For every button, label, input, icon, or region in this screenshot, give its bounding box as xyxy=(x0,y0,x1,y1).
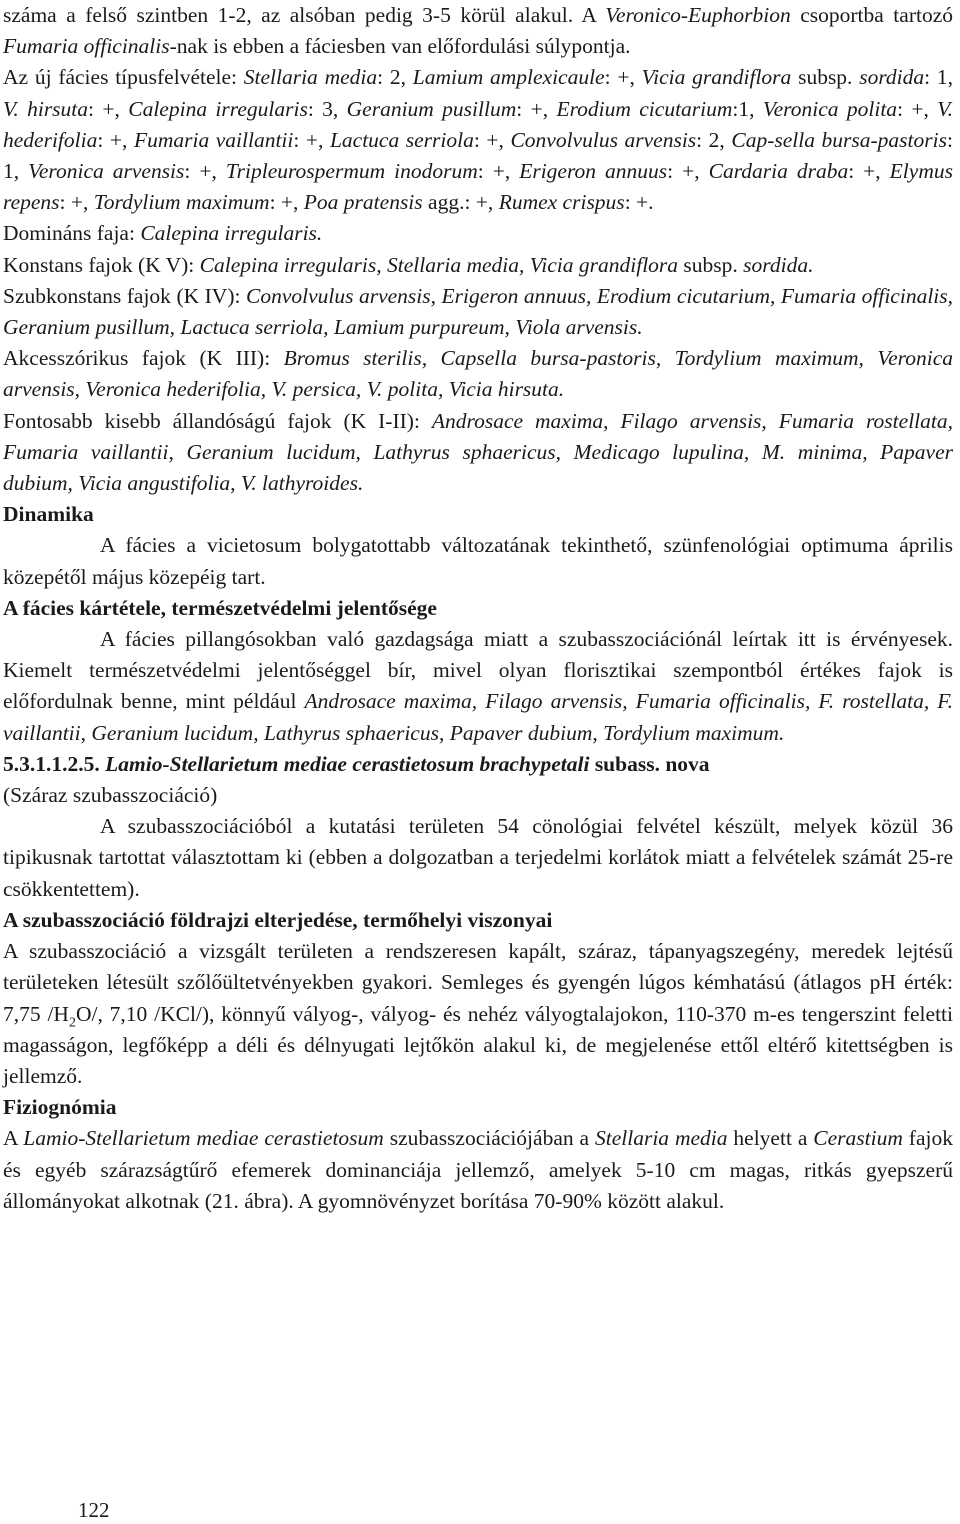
text-run: A xyxy=(3,1126,24,1151)
text-run: agg.: +, xyxy=(422,190,499,215)
paragraph-minor-species xyxy=(3,406,953,500)
italic-run: Bromus sterilis, Capsella bursa-pastoris, Tordylium maximum, Veronica arvensis, Veronica hederifolia, V. persica, V. polita, Vicia hirsuta. xyxy=(3,346,953,402)
italic-run: Cardaria draba xyxy=(708,159,849,184)
italic-run: Erigeron annuus xyxy=(519,159,668,184)
text-run: : 3, xyxy=(307,96,347,121)
text-run: :1, xyxy=(732,96,763,121)
italic-run: V. hederifolia xyxy=(3,96,954,152)
text-run: : +, xyxy=(848,159,890,184)
italic-run: Tripleurospermum inodorum xyxy=(225,159,478,184)
paragraph-distribution-habitat xyxy=(3,936,953,1092)
text-run: : +, xyxy=(293,127,330,152)
italic-run: Lamio-Stellarietum mediae cerastietosum xyxy=(23,1126,384,1151)
text-run: Szubkonstans fajok (K IV): xyxy=(3,283,246,308)
text-run: Az új fácies típusfelvétele: xyxy=(3,65,244,90)
text-run: Fontosabb kisebb állandóságú fajok (K I-II): xyxy=(3,408,432,433)
italic-run: Lactuca serriola xyxy=(329,127,474,152)
text-run: helyett a xyxy=(727,1126,814,1151)
italic-run: Rumex crispus xyxy=(498,190,625,215)
text-run: : +, xyxy=(88,96,129,121)
text-run: (Száraz szubasszociáció) xyxy=(3,783,218,808)
section-number: 5.3.1.1.2.5. xyxy=(3,751,100,776)
italic-run: Vicia grandiflora xyxy=(641,65,792,90)
italic-run: Androsace maxima, Filago arvensis, Fumaria rostellata, Fumaria vaillantii, Geranium lucidum, Lathyrus sphaericus, Medicago lupulina, M. minima, Papaver dubium, Vicia angustifolia, V. lathyroides. xyxy=(3,408,953,496)
italic-run: Androsace maxima, Filago arvensis, Fumaria officinalis, F. rostellata, F. vaillantii, Geranium lucidum, Lathyrus sphaericus, Papaver dubium, Tordylium maximum. xyxy=(3,689,954,745)
italic-run: sordida. xyxy=(743,252,814,277)
paragraph-fumaria-note xyxy=(3,0,953,62)
text-run: : +, xyxy=(516,96,557,121)
text-run: csoportba tartozó xyxy=(790,3,954,27)
text-run: : +, xyxy=(97,127,134,152)
text-run: : 1, xyxy=(3,127,953,184)
heading-dynamics: Dinamika xyxy=(3,502,94,527)
section-suffix: subass. nova xyxy=(594,751,710,776)
subscript-run: 2 xyxy=(68,1014,76,1030)
text-run: Konstans fajok (K V): xyxy=(3,252,200,277)
text-run: : 2, xyxy=(696,127,732,152)
text-run: : +, xyxy=(604,65,642,90)
paragraph-physiognomy xyxy=(3,1123,953,1217)
text-run: A fácies a vicietosum bolygatottabb változatának tekinthető, szünfenológiai optimuma április közepétől május közepéig tart. xyxy=(3,533,953,589)
italic-run: Erodium cicutarium xyxy=(556,96,733,121)
italic-run: Calepina irregularis xyxy=(128,96,308,121)
italic-run: V. hirsuta xyxy=(3,96,89,121)
text-run: : +, xyxy=(59,190,94,215)
text-run: A szubasszociációból a kutatási területen 54 cönológiai felvétel készült, melyek közül 36 tipikusnak tartottat választottam ki (ebben a dolgozatban a terjedelmi korlátok miatt a felvételek számát 25-re csökkentettem). xyxy=(3,814,953,901)
page-number: 122 xyxy=(78,1498,110,1522)
italic-run: Cap-sella bursa-pastoris xyxy=(731,127,947,152)
text-run: : +, xyxy=(477,159,520,184)
paragraph-accessory-species xyxy=(3,343,953,405)
text-run: szubasszociációjában a xyxy=(383,1126,595,1151)
text-run: O/, 7,10 /KCl/), könnyű vályog-, vályog- és nehéz vályogtalajokon, 110-370 m-es tengerszint feletti magasságon, legfőképp a déli és délnyugati lejtőkön alakul ki, de megjelenése ettől eltérő kitettségben is jellemző. xyxy=(3,1001,953,1088)
text-run: subsp. xyxy=(791,65,860,90)
italic-run: Convolvulus arvensis, Erigeron annuus, Erodium cicutarium, Fumaria officinalis, Geranium pusillum, Lactuca serriola, Lamium purpureum, Viola arvensis. xyxy=(3,283,954,340)
text-run: : +, xyxy=(897,96,938,121)
heading-physiognomy: Fiziognómia xyxy=(3,1095,117,1120)
text-run: : +, xyxy=(667,159,709,184)
text-run: fajok és egyéb szárazságtűrő efemerek dominanciája jellemző, amelyek 5-10 cm magas, ritkás gyepszerű állományokat alkotnak (21. ábra). A gyomnövényzet borítása 70-90% között alakul. xyxy=(3,1126,953,1213)
italic-run: Calepina irregularis. xyxy=(140,221,323,246)
paragraph-type-releve xyxy=(3,62,953,218)
italic-run: Stellaria media xyxy=(594,1126,728,1151)
paragraph-releve-count xyxy=(3,811,953,905)
paragraph-dominant-species xyxy=(3,218,953,249)
italic-run: Cerastium xyxy=(813,1126,903,1151)
text-run: subsp. xyxy=(678,252,744,277)
document-page xyxy=(3,0,953,1217)
italic-run: Convolvulus arvensis xyxy=(510,127,697,152)
paragraph-dynamics xyxy=(3,530,953,592)
text-run: : +, xyxy=(473,127,511,152)
italic-run: Veronica polita xyxy=(762,96,898,121)
italic-run: Elymus repens xyxy=(3,159,953,215)
text-run: Domináns faja: xyxy=(3,221,141,246)
text-run: : +. xyxy=(624,190,654,215)
italic-run: Fumaria officinalis xyxy=(3,34,170,59)
text-run: A szubasszociáció a vizsgált területen a rendszeresen kapált, száraz, tápanyagszegény, meredek lejtésű területeken létesült szőlőültetvényekben gyakori. Semleges és gyengén lúgos kémhatású (átlagos pH érték: 7,75 /H xyxy=(3,939,953,1026)
text-run: : 2, xyxy=(377,65,413,90)
section-taxon-name: Lamio-Stellarietum mediae cerastietosum brachypetali xyxy=(105,751,590,776)
text-run: : +, xyxy=(184,159,226,184)
italic-run: Calepina irregularis, Stellaria media, Vicia grandiflora xyxy=(199,252,679,277)
paragraph-damage-conservation xyxy=(3,624,953,749)
italic-run: Stellaria media xyxy=(243,65,378,90)
paragraph-subconstant-species xyxy=(3,281,953,343)
paragraph-constant-species xyxy=(3,250,953,281)
heading-subassociation xyxy=(3,749,953,780)
italic-run: Veronica arvensis xyxy=(28,159,185,184)
paragraph-subassociation-subtitle xyxy=(3,780,953,811)
text-run: A fácies pillangósokban való gazdagsága miatt a szubasszociációnál leírtak itt is érvényesek. Kiemelt természetvédelmi jelentőséggel bír, mivel olyan florisztikai szempontból értékes fajok is előfordulnak benne, mint például xyxy=(3,627,953,714)
text-run: Akcesszórikus fajok (K III): xyxy=(3,346,284,371)
italic-run: Geranium pusillum xyxy=(346,96,517,121)
italic-run: Veronico-Euphorbion xyxy=(605,3,791,27)
text-run: száma a felső szintben 1-2, az alsóban pedig 3-5 körül alakul. A xyxy=(3,3,606,27)
text-run: : +, xyxy=(269,190,304,215)
heading-damage-conservation: A fácies kártétele, természetvédelmi jelentősége xyxy=(3,595,437,620)
italic-run: Fumaria vaillantii xyxy=(133,127,294,152)
text-run: -nak is ebben a fáciesben van előfordulási súlypontja. xyxy=(169,34,631,59)
italic-run: sordida xyxy=(859,65,925,90)
text-run: : 1, xyxy=(924,65,953,90)
italic-run: Poa pratensis xyxy=(303,190,423,215)
italic-run: Tordylium maximum xyxy=(93,190,270,215)
italic-run: Lamium amplexicaule xyxy=(412,65,605,90)
heading-distribution-habitat: A szubasszociáció földrajzi elterjedése, termőhelyi viszonyai xyxy=(3,907,553,932)
